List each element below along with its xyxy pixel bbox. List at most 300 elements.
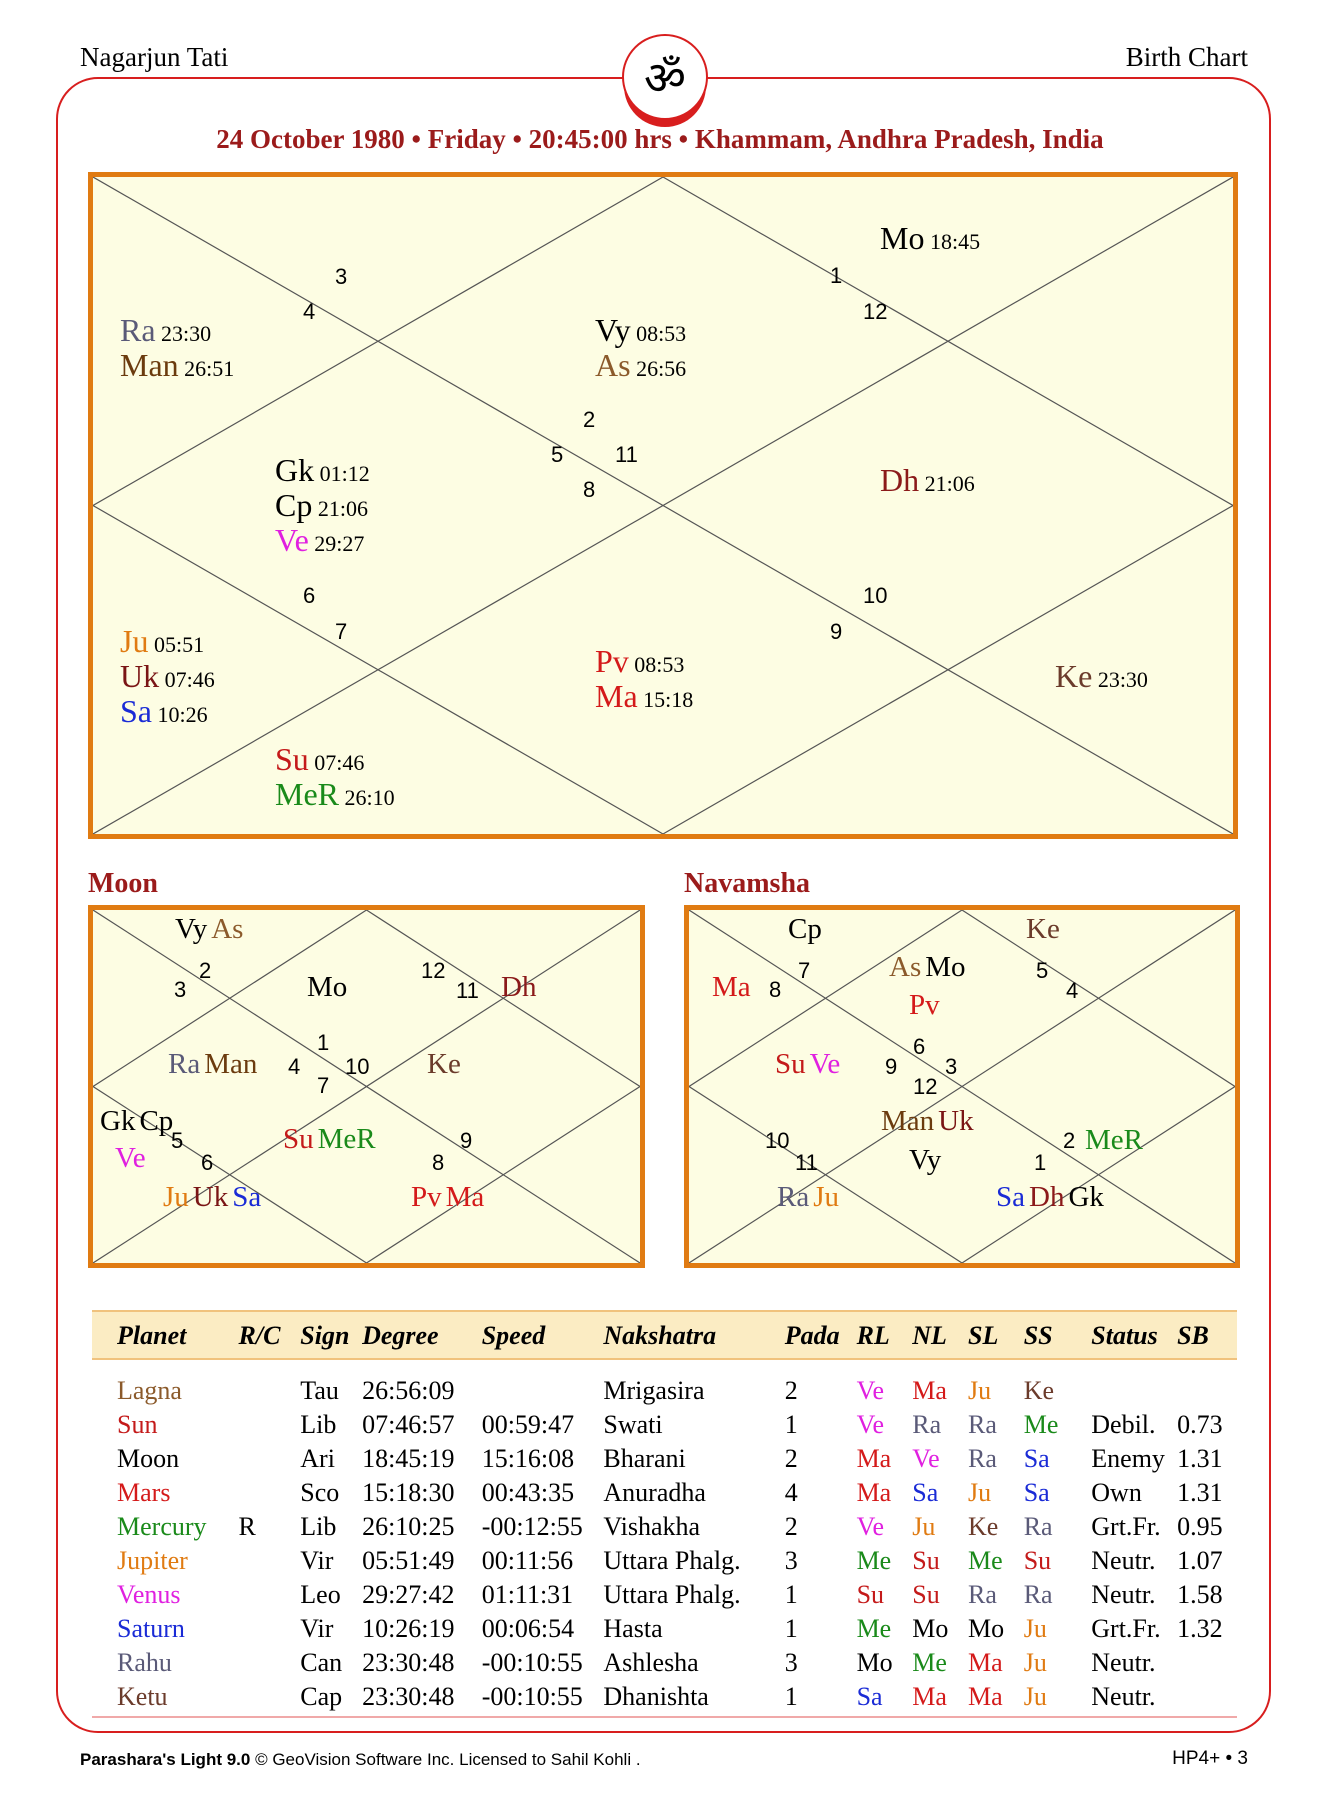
cell-nl: Sa [912, 1478, 939, 1507]
cell-sl: Me [968, 1546, 1003, 1575]
cell-sl: Ju [968, 1478, 992, 1507]
cell-nl: Me [912, 1648, 947, 1677]
planet-group [168, 1049, 257, 1081]
cell-rc [239, 1578, 301, 1612]
cell-sl: Ke [968, 1512, 999, 1541]
cell-sb: 0.73 [1177, 1410, 1223, 1439]
cell-nl: Ma [912, 1682, 947, 1711]
column-header: NL [912, 1311, 968, 1359]
cell-degree: 10:26:19 [362, 1614, 455, 1643]
cell-sl: Ra [968, 1580, 997, 1609]
house-number: 4 [1066, 978, 1079, 1003]
planet-entry [275, 742, 395, 777]
cell-rc [239, 1544, 301, 1578]
column-header: Status [1091, 1311, 1177, 1359]
planet-abbr: MeR [317, 1123, 376, 1155]
planet-group [909, 1145, 941, 1177]
column-header: Planet [92, 1311, 239, 1359]
planet-abbr: Gk [275, 452, 315, 488]
house-number: 7 [317, 1073, 330, 1098]
planet-abbr: Sa [120, 693, 152, 730]
cell-nl: Ra [912, 1410, 942, 1439]
cell-planet: Moon [117, 1444, 180, 1473]
cell-speed [482, 1374, 604, 1408]
cell-nakshatra: Anuradha [603, 1478, 706, 1507]
planet-degree: 15:18 [637, 687, 694, 713]
house-number: 4 [288, 1054, 301, 1079]
planet-group [1085, 1125, 1143, 1157]
cell-sign: Sco [300, 1478, 340, 1507]
house-number: 10 [345, 1054, 370, 1079]
cell-pada: 2 [784, 1444, 798, 1473]
house-number: 8 [769, 977, 782, 1002]
column-header: Pada [785, 1311, 857, 1359]
cell-ss: Su [1023, 1546, 1052, 1575]
cell-sl: Ju [968, 1376, 992, 1405]
house-number: 1 [830, 263, 843, 288]
planet-group [881, 1106, 974, 1138]
cell-degree: 15:18:30 [362, 1478, 455, 1507]
cell-rl: Ma [856, 1478, 892, 1507]
cell-sb: 1.31 [1177, 1444, 1223, 1473]
cell-planet: Lagna [117, 1376, 182, 1405]
planet-entry [595, 313, 686, 348]
cell-pada: 1 [784, 1410, 798, 1439]
planet-abbr: Ra [777, 1181, 810, 1213]
cell-rc [239, 1476, 301, 1510]
cell-planet: Mars [117, 1478, 171, 1507]
cell-nl: Su [912, 1546, 940, 1575]
planet-entry [595, 644, 693, 679]
cell-status: Neutr. [1091, 1648, 1156, 1677]
planet-abbr: Ma [595, 678, 638, 715]
person-name: Nagarjun Tati [80, 42, 229, 72]
cell-rc: R [238, 1512, 256, 1541]
planet-abbr: Ju [813, 1181, 840, 1213]
cell-nakshatra: Dhanishta [603, 1682, 709, 1711]
cell-pada: 3 [784, 1648, 798, 1677]
column-header: Degree [362, 1311, 482, 1359]
cell-nl: Su [912, 1580, 940, 1609]
cell-sign: Vir [300, 1546, 334, 1575]
planet-abbr: MeR [1085, 1124, 1143, 1156]
house-number: 1 [317, 1030, 330, 1055]
planet-group [1055, 659, 1148, 694]
planet-abbr: Ke [427, 1048, 461, 1080]
house-number: 7 [335, 619, 348, 644]
planet-abbr: Mo [307, 971, 348, 1003]
cell-sb: 1.07 [1177, 1546, 1223, 1575]
planet-group [411, 1182, 484, 1214]
house-number: 2 [1063, 1128, 1076, 1153]
table-row [92, 1680, 1237, 1714]
planet-abbr: Mo [880, 220, 925, 256]
cell-nl: Ma [912, 1376, 947, 1405]
house-number: 3 [335, 264, 348, 289]
cell-rc [239, 1408, 301, 1442]
planet-abbr: Pv [595, 643, 629, 679]
house-number: 7 [798, 958, 811, 983]
cell-degree: 07:46:57 [362, 1410, 455, 1439]
planet-abbr: Ma [712, 971, 751, 1003]
cell-degree: 05:51:49 [362, 1546, 455, 1575]
cell-status: Neutr. [1091, 1546, 1156, 1575]
cell-sign: Vir [300, 1614, 334, 1643]
house-number: 5 [171, 1128, 184, 1153]
cell-speed: -00:10:55 [481, 1682, 583, 1711]
cell-sl: Mo [968, 1614, 1005, 1643]
planet-entry [120, 348, 234, 383]
planet-abbr: Pv [909, 989, 940, 1021]
house-number: 5 [1036, 958, 1049, 983]
cell-speed: -00:10:55 [481, 1648, 583, 1677]
planet-group [275, 742, 395, 812]
cell-ss: Ra [1023, 1512, 1053, 1541]
cell-sign: Lib [300, 1410, 337, 1439]
planet-degree: 21:06 [919, 471, 975, 496]
planet-entry [275, 777, 395, 812]
cell-rl: Ve [856, 1376, 884, 1405]
table-row [92, 1374, 1237, 1408]
navamsha-chart [684, 905, 1240, 1268]
planet-degree: 29:27 [308, 531, 365, 557]
cell-nakshatra: Ashlesha [603, 1648, 699, 1677]
column-header: Sign [300, 1311, 362, 1359]
cell-status: Own [1091, 1478, 1142, 1507]
planet-abbr: Man [204, 1048, 258, 1080]
copyright: © GeoVision Software Inc. Licensed to Sahil Kohli . [255, 1750, 641, 1769]
cell-planet: Saturn [117, 1614, 185, 1643]
planet-group [283, 1124, 376, 1156]
cell-speed: -00:12:55 [481, 1512, 583, 1541]
cell-sb: 1.31 [1177, 1478, 1223, 1507]
cell-degree: 26:10:25 [362, 1512, 455, 1541]
table-row [92, 1408, 1237, 1442]
column-header: RL [857, 1311, 913, 1359]
planet-abbr: Cp [275, 487, 313, 524]
cell-nakshatra: Mrigasira [603, 1376, 705, 1405]
footer [80, 1750, 641, 1770]
house-number: 2 [583, 407, 596, 432]
planet-group [501, 972, 536, 1004]
planet-abbr: Man [120, 347, 179, 384]
cell-rc [239, 1442, 301, 1476]
planet-entry [120, 659, 215, 694]
planet-group [275, 453, 370, 559]
cell-nl: Mo [912, 1614, 949, 1643]
planet-table [92, 1310, 1237, 1714]
house-number: 10 [765, 1128, 790, 1153]
planet-degree: 05:51 [148, 632, 205, 657]
planet-table-header [92, 1311, 1237, 1359]
planet-abbr: Ke [1055, 658, 1093, 694]
cell-rl: Ma [856, 1444, 892, 1473]
column-header: SS [1024, 1311, 1092, 1359]
cell-status: Enemy [1091, 1444, 1165, 1473]
planet-entry [1055, 659, 1148, 694]
cell-rl: Sa [856, 1682, 883, 1711]
cell-speed: 15:16:08 [481, 1444, 575, 1473]
planet-abbr: Uk [120, 658, 160, 695]
moon-chart [88, 905, 645, 1268]
planet-group [120, 624, 215, 730]
planet-degree: 26:51 [178, 356, 235, 382]
cell-rl: Ve [856, 1512, 884, 1541]
planet-group [307, 972, 347, 1004]
house-number: 9 [830, 619, 843, 644]
house-number: 10 [863, 583, 888, 608]
planet-group [595, 313, 686, 383]
column-header: SB [1177, 1311, 1237, 1359]
planet-abbr: Pv [411, 1181, 442, 1213]
cell-rc [239, 1646, 301, 1680]
cell-pada: 1 [784, 1580, 798, 1609]
planet-group [880, 221, 980, 256]
cell-ss: Ju [1023, 1682, 1047, 1711]
table-row [92, 1544, 1237, 1578]
cell-sb [1177, 1646, 1237, 1680]
cell-sl: Ma [968, 1648, 1003, 1677]
planet-degree: 08:53 [630, 321, 687, 346]
cell-ss: Sa [1023, 1478, 1050, 1507]
planet-entry [275, 453, 370, 488]
house-number: 2 [199, 958, 212, 983]
planet-abbr: Ju [163, 1181, 189, 1213]
table-row [92, 1578, 1237, 1612]
cell-sign: Lib [300, 1512, 337, 1541]
planet-abbr: As [211, 913, 244, 945]
house-number: 5 [551, 442, 564, 467]
planet-abbr: Ve [275, 522, 309, 559]
cell-rl: Me [856, 1546, 892, 1575]
cell-degree: 18:45:19 [362, 1444, 455, 1473]
cell-planet: Rahu [117, 1648, 172, 1677]
planet-abbr: Uk [938, 1105, 974, 1137]
house-number: 4 [303, 299, 316, 324]
cell-status: Neutr. [1091, 1682, 1156, 1711]
moon-chart-title: Moon [88, 868, 158, 899]
planet-abbr: As [889, 951, 922, 983]
cell-sb: 0.95 [1177, 1512, 1223, 1541]
house-number: 8 [432, 1150, 445, 1175]
planet-degree: 08:53 [628, 652, 685, 677]
cell-sb [1177, 1680, 1237, 1714]
planet-group [115, 1143, 146, 1175]
planet-abbr: Dh [1029, 1181, 1065, 1213]
cell-rc [239, 1612, 301, 1646]
planet-entry [120, 313, 234, 348]
rasi-chart-lines [93, 177, 1233, 834]
cell-degree: 23:30:48 [362, 1648, 455, 1677]
planet-abbr: Cp [788, 913, 822, 945]
cell-planet: Ketu [117, 1682, 168, 1711]
planet-group [880, 463, 975, 498]
planet-abbr: Ve [115, 1142, 146, 1174]
cell-sb: 1.32 [1177, 1614, 1223, 1643]
cell-pada: 2 [784, 1376, 798, 1405]
planet-entry [880, 463, 975, 498]
planet-degree: 26:56 [630, 356, 687, 382]
planet-group [595, 644, 693, 714]
cell-status: Grt.Fr. [1091, 1614, 1161, 1643]
planet-group [712, 972, 751, 1004]
cell-speed: 00:59:47 [481, 1410, 575, 1439]
cell-degree: 29:27:42 [362, 1580, 455, 1609]
column-header: R/C [239, 1311, 301, 1359]
planet-degree: 07:46 [308, 750, 365, 775]
cell-planet: Jupiter [117, 1546, 188, 1575]
column-header: SL [968, 1311, 1024, 1359]
planet-abbr: Su [275, 741, 309, 777]
planet-abbr: Gk [1068, 1181, 1104, 1213]
cell-ss: Me [1023, 1410, 1059, 1439]
planet-abbr: Dh [501, 971, 537, 1003]
planet-abbr: Gk [100, 1105, 136, 1137]
cell-sb [1177, 1374, 1237, 1408]
cell-sb: 1.58 [1177, 1580, 1223, 1609]
cell-ss: Ra [1023, 1580, 1053, 1609]
cell-sign: Ari [300, 1444, 335, 1473]
planet-group [427, 1049, 461, 1081]
cell-rl: Ve [856, 1410, 884, 1439]
planet-abbr: Uk [192, 1181, 229, 1213]
planet-abbr: Ve [809, 1048, 841, 1080]
cell-ss: Ju [1023, 1614, 1047, 1643]
cell-planet: Venus [117, 1580, 181, 1609]
planet-abbr: Ma [445, 1181, 485, 1213]
cell-status: Grt.Fr. [1091, 1512, 1161, 1541]
planet-abbr: As [595, 347, 631, 384]
table-row [92, 1612, 1237, 1646]
house-number: 8 [583, 477, 596, 502]
cell-nl: Ve [912, 1444, 940, 1473]
cell-nakshatra: Uttara Phalg. [603, 1546, 741, 1575]
planet-abbr: Su [283, 1123, 314, 1155]
planet-group [175, 914, 243, 946]
planet-degree: 23:30 [1092, 667, 1148, 692]
cell-speed: 00:11:56 [481, 1546, 574, 1575]
house-number: 11 [615, 442, 638, 467]
cell-speed: 00:06:54 [481, 1614, 575, 1643]
planet-degree: 10:26 [152, 702, 208, 728]
planet-abbr: Vy [909, 1144, 942, 1176]
planet-abbr: Vy [595, 312, 631, 348]
house-number: 11 [795, 1150, 818, 1175]
planet-abbr: Ra [120, 312, 156, 348]
column-header: Speed [482, 1311, 604, 1359]
planet-abbr: Ra [168, 1048, 201, 1080]
house-number: 11 [456, 978, 479, 1003]
om-icon: ॐ [622, 34, 708, 120]
planet-abbr: Su [775, 1048, 806, 1080]
planet-degree: 18:45 [924, 229, 981, 254]
house-number: 6 [913, 1034, 926, 1059]
house-number: 6 [303, 583, 316, 608]
cell-status: Debil. [1091, 1410, 1156, 1439]
table-row [92, 1476, 1237, 1510]
cell-rc [239, 1680, 301, 1714]
house-number: 9 [460, 1128, 473, 1153]
cell-rl: Me [856, 1614, 892, 1643]
planet-abbr: Sa [996, 1181, 1025, 1213]
planet-degree: 26:10 [339, 785, 395, 811]
cell-planet: Sun [117, 1410, 158, 1439]
birth-info: 24 October 1980 • Friday • 20:45:00 hrs • Khammam, Andhra Pradesh, India [216, 124, 1104, 154]
column-header: Nakshatra [603, 1311, 784, 1359]
cell-pada: 3 [784, 1546, 798, 1575]
planet-group [1026, 914, 1060, 946]
cell-rl: Su [856, 1580, 885, 1609]
house-number: 12 [421, 958, 446, 983]
cell-sl: Ma [968, 1682, 1003, 1711]
planet-group [788, 914, 822, 946]
cell-ss: Sa [1023, 1444, 1050, 1473]
rasi-chart [88, 172, 1238, 839]
planet-abbr: Ke [1026, 913, 1060, 945]
cell-rc [239, 1374, 301, 1408]
cell-nakshatra: Bharani [603, 1444, 686, 1473]
cell-status: Neutr. [1091, 1580, 1156, 1609]
cell-speed: 00:43:35 [481, 1478, 575, 1507]
planet-abbr: Man [881, 1105, 935, 1137]
planet-degree: 07:46 [159, 667, 215, 693]
cell-rl: Mo [856, 1648, 893, 1677]
cell-sl: Ra [968, 1410, 997, 1439]
house-number: 12 [913, 1074, 938, 1099]
cell-ss: Ke [1023, 1376, 1055, 1405]
planet-abbr: Mo [925, 951, 966, 983]
planet-abbr: Vy [175, 913, 208, 945]
planet-entry [595, 348, 686, 383]
planet-abbr: Cp [139, 1105, 174, 1137]
navamsha-chart-title: Navamsha [684, 868, 811, 899]
cell-pada: 2 [784, 1512, 798, 1541]
planet-entry [120, 694, 215, 729]
cell-sl: Ra [968, 1444, 997, 1473]
planet-abbr: Ju [120, 623, 149, 659]
cell-speed: 01:11:31 [481, 1580, 574, 1609]
house-number: 6 [201, 1150, 214, 1175]
cell-sign: Can [300, 1648, 343, 1677]
cell-degree: 23:30:48 [362, 1682, 455, 1711]
planet-entry [275, 523, 370, 558]
cell-sign: Cap [300, 1682, 343, 1711]
cell-status [1091, 1374, 1177, 1408]
planet-group [120, 313, 234, 383]
cell-sign: Leo [300, 1580, 341, 1609]
planet-abbr: MeR [275, 776, 339, 813]
planet-group [777, 1182, 839, 1214]
table-bottom-rule [92, 1716, 1237, 1718]
planet-degree: 01:12 [314, 461, 370, 486]
house-number: 1 [1034, 1150, 1047, 1175]
planet-entry [880, 221, 980, 256]
cell-degree: 26:56:09 [362, 1376, 455, 1405]
house-number: 9 [885, 1054, 898, 1079]
planet-entry [275, 488, 370, 523]
cell-nl: Ju [912, 1512, 936, 1541]
cell-nakshatra: Hasta [603, 1614, 663, 1643]
house-number: 3 [174, 977, 187, 1002]
cell-sign: Tau [300, 1376, 339, 1405]
cell-nakshatra: Uttara Phalg. [603, 1580, 741, 1609]
planet-group [889, 952, 966, 984]
house-number: 3 [945, 1054, 958, 1079]
cell-nakshatra: Swati [603, 1410, 663, 1439]
cell-pada: 1 [784, 1614, 798, 1643]
planet-degree: 23:30 [155, 321, 212, 346]
planet-entry [120, 624, 215, 659]
